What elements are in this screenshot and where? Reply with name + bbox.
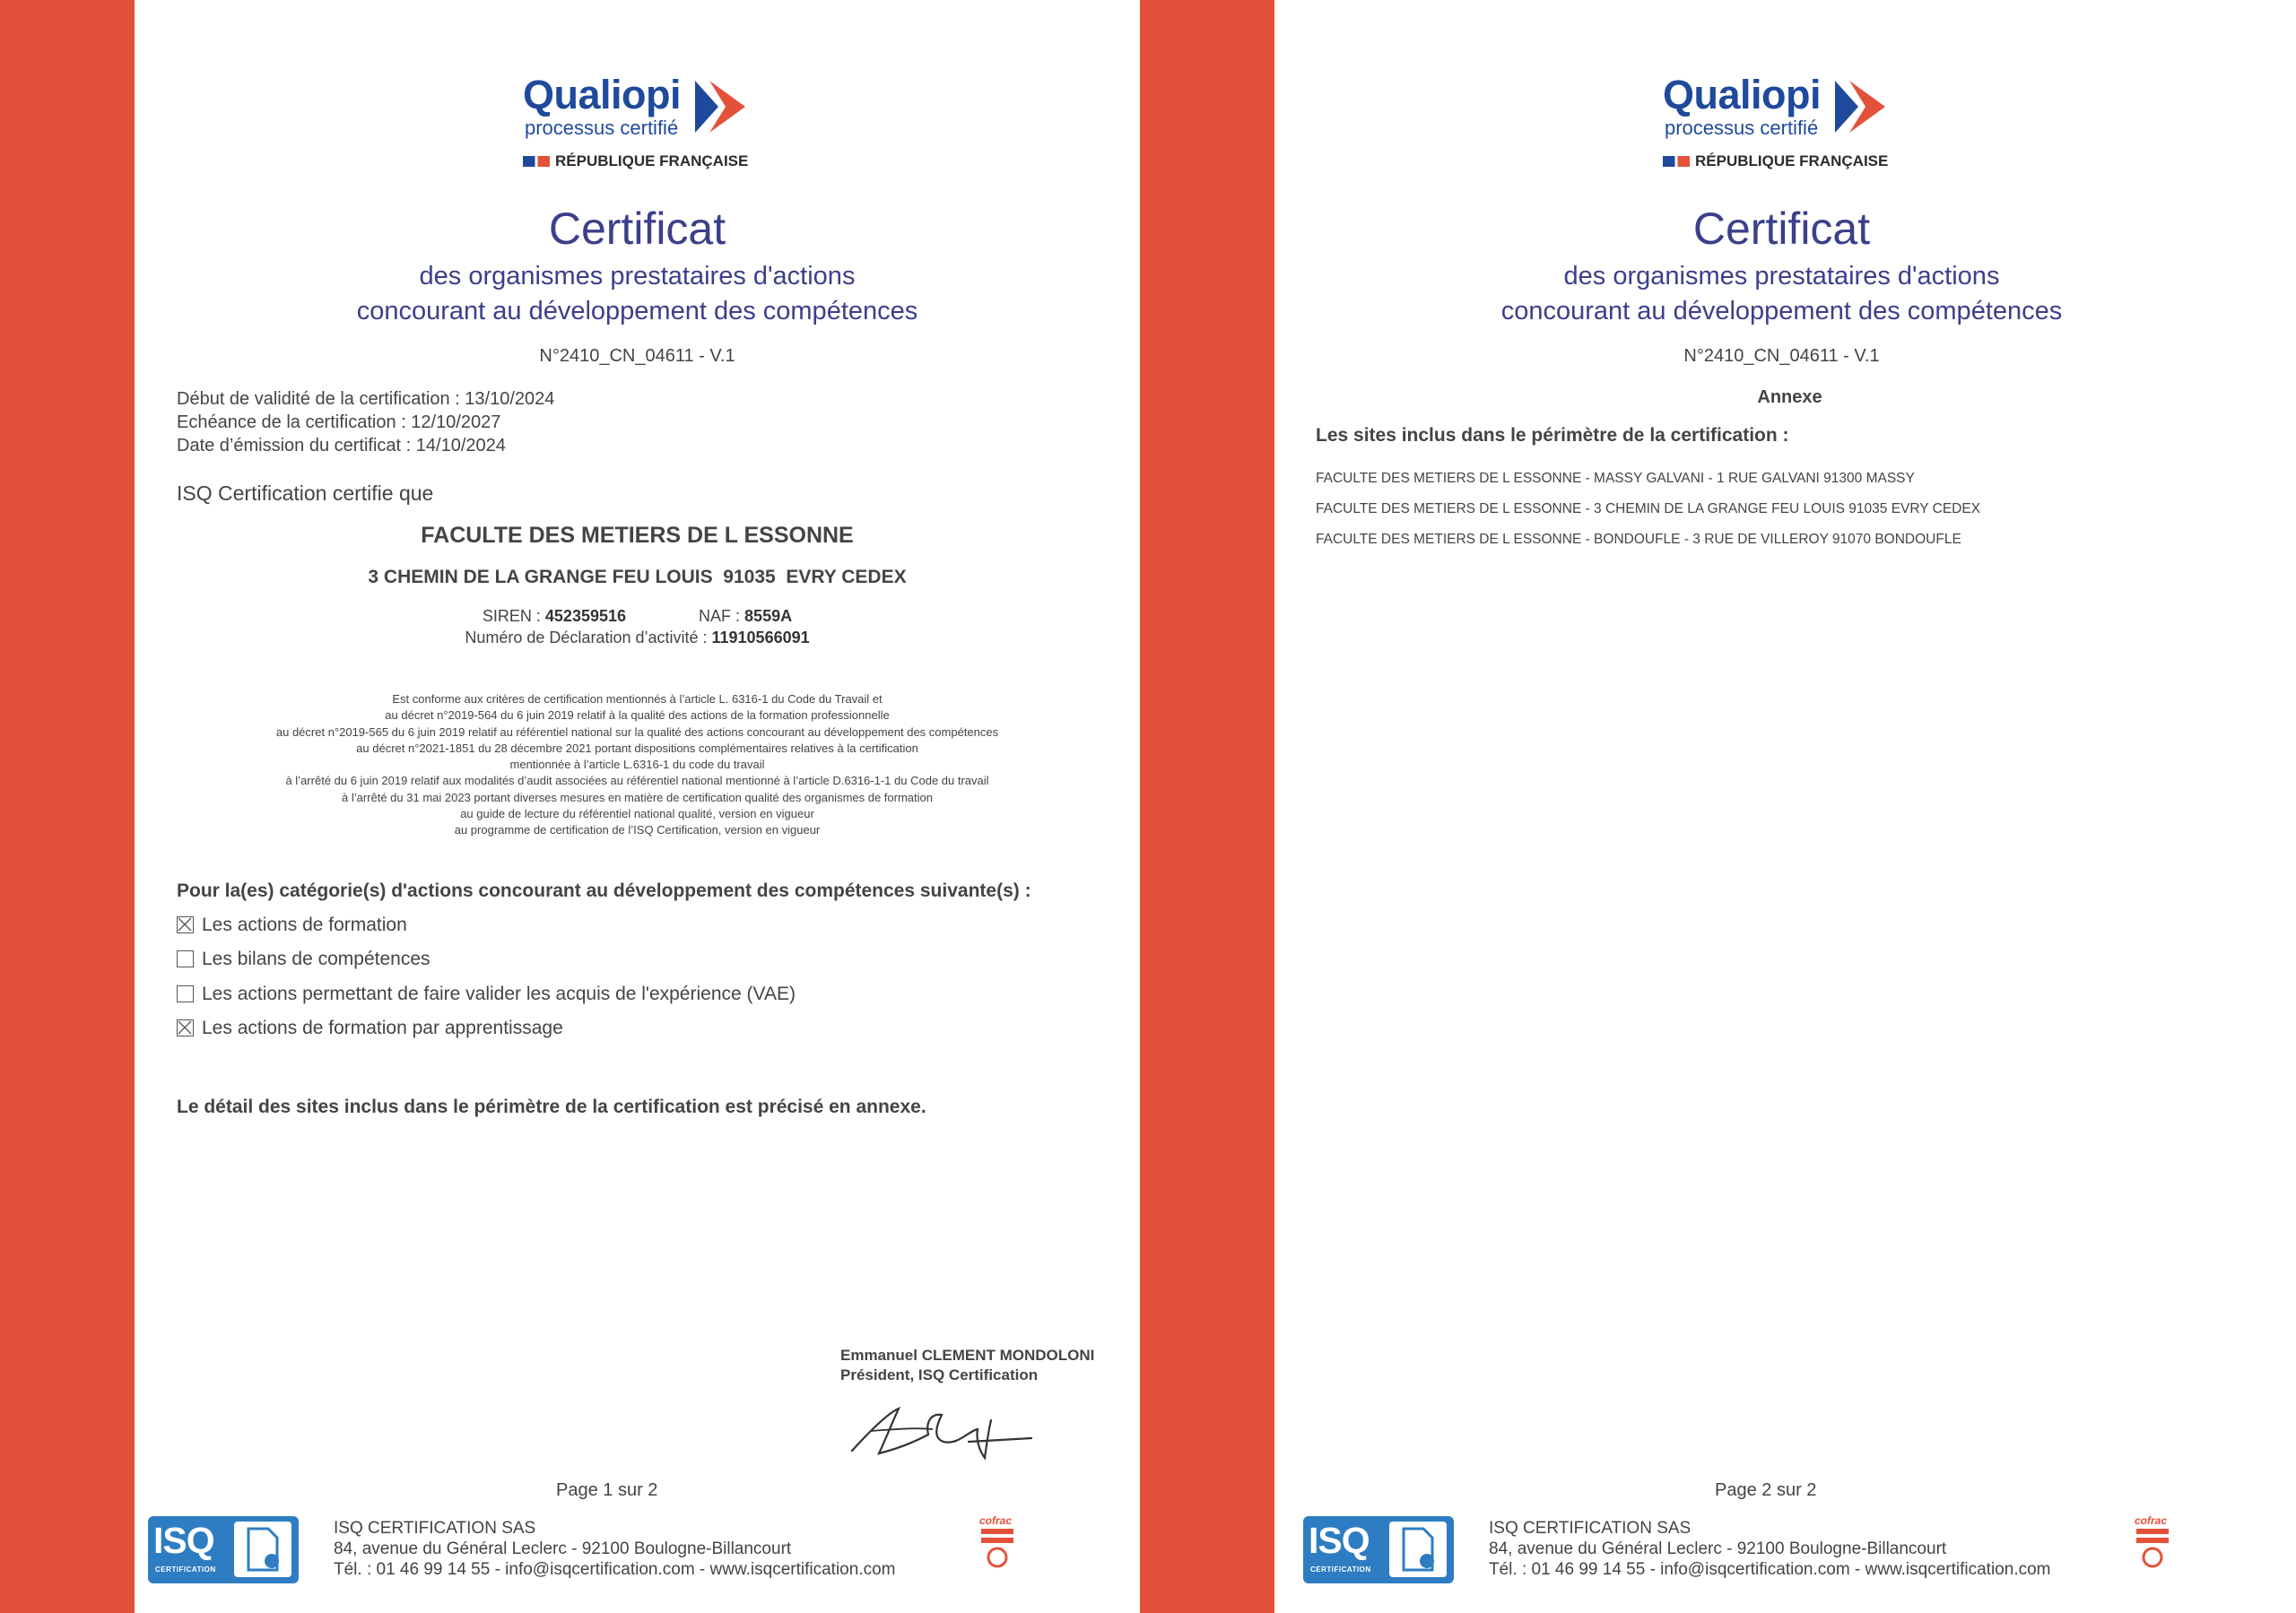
footer-contact — [334, 1518, 896, 1580]
legal-references — [135, 691, 1140, 839]
certificate-page-2 — [1274, 0, 2296, 1613]
left-red-band — [0, 0, 135, 1613]
page-number: Page 1 sur 2 — [556, 1480, 658, 1500]
certificate-number: N°2410_CN_04611 - V.1 — [539, 346, 735, 366]
signatory-title: Président, ISQ Certification — [840, 1366, 1039, 1383]
certificate-subtitle-1: des organismes prestataires d'actions — [419, 262, 856, 291]
legal-line: à l’arrêté du 6 juin 2019 relatif aux modalités d’audit associées au référentiel national mentionné à l’article D.6316-1-1 du Code du travail — [285, 774, 989, 788]
isq-logo: ISQ CERTIFICATION — [1303, 1516, 1454, 1583]
categories-title: Pour la(es) catégorie(s) d'actions concourant au développement des compétences suivante(s) : — [177, 880, 1031, 901]
page-number: Page 2 sur 2 — [1715, 1480, 1817, 1500]
certifies-statement: ISQ Certification certifie que — [177, 481, 434, 505]
qualiopi-logo — [1663, 72, 1932, 175]
qualiopi-arrow-icon — [691, 75, 754, 138]
checkbox-empty-icon — [177, 985, 194, 1002]
organisation-address: 3 CHEMIN DE LA GRANGE FEU LOUIS 91035 EVRY CEDEX — [368, 567, 907, 587]
footer-company: ISQ CERTIFICATION SAS — [1489, 1519, 1692, 1538]
sites-title: Les sites inclus dans le périmètre de la certification : — [1316, 425, 1789, 446]
siren-label: SIREN : — [482, 607, 545, 625]
category-label: Les bilans de compétences — [202, 949, 430, 969]
certificate-page-1 — [135, 0, 1140, 1613]
republique-francaise: RÉPUBLIQUE FRANÇAISE — [523, 152, 748, 170]
declaration-label: Numéro de Déclaration d’activité : — [465, 629, 712, 646]
republique-francaise: RÉPUBLIQUE FRANÇAISE — [1663, 152, 1888, 170]
cofrac-logo: cofrac — [2133, 1514, 2236, 1586]
qualiopi-arrow-icon — [1831, 75, 1894, 138]
signatory-block — [840, 1346, 1094, 1385]
naf-value: 8559A — [744, 607, 793, 625]
certificate-number: N°2410_CN_04611 - V.1 — [1683, 346, 1880, 366]
footer-company: ISQ CERTIFICATION SAS — [334, 1519, 536, 1538]
validity-end: Echéance de la certification : 12/10/2027 — [177, 412, 501, 432]
middle-red-band — [1140, 0, 1274, 1613]
legal-line: mentionnée à l’article L.6316-1 du code du travail — [509, 758, 765, 772]
certificate-title: Certificat — [548, 204, 726, 254]
siren-value: 452359516 — [544, 607, 627, 625]
site-item: FACULTE DES METIERS DE L ESSONNE - MASSY GALVANI - 1 RUE GALVANI 91300 MASSY — [1316, 471, 1915, 486]
annex-heading: Annexe — [1757, 387, 1822, 407]
cofrac-mark-icon — [979, 1527, 1015, 1572]
category-item — [177, 948, 430, 971]
category-item — [177, 1017, 563, 1040]
checkbox-empty-icon — [177, 950, 194, 967]
french-flag-icon — [523, 156, 550, 167]
annex-note: Le détail des sites inclus dans le périmètre de la certification est précisé en annexe. — [177, 1097, 926, 1117]
footer-phone-email-web: Tél. : 01 46 99 14 55 - info@isqcertification.com - www.isqcertification.com — [334, 1560, 896, 1579]
organisation-identifiers — [135, 605, 1140, 648]
legal-line: au décret n°2021-1851 du 28 décembre 2021 portant dispositions complémentaires relatives à la certification — [356, 741, 918, 755]
qualiopi-subtitle: processus certifié — [1665, 117, 1819, 139]
site-item: FACULTE DES METIERS DE L ESSONNE - BONDOUFLE - 3 RUE DE VILLEROY 91070 BONDOUFLE — [1316, 532, 1961, 547]
cofrac-logo: cofrac — [978, 1514, 1081, 1586]
checkbox-checked-icon — [177, 916, 194, 933]
footer-address: 84, avenue du Général Leclerc - 92100 Boulogne-Billancourt — [334, 1539, 792, 1558]
issue-date: Date d’émission du certificat : 14/10/2024 — [177, 436, 506, 455]
isq-logo: ISQ CERTIFICATION — [148, 1516, 299, 1583]
legal-line: au guide de lecture du référentiel national qualité, version en vigueur — [460, 807, 814, 821]
category-label: Les actions de formation par apprentissage — [202, 1018, 563, 1038]
footer-contact — [1489, 1518, 2051, 1580]
document-badge-icon — [1389, 1522, 1447, 1577]
french-flag-icon — [1663, 156, 1690, 167]
site-item: FACULTE DES METIERS DE L ESSONNE - 3 CHEMIN DE LA GRANGE FEU LOUIS 91035 EVRY CEDEX — [1316, 501, 1981, 516]
certificate-subtitle-2: concourant au développement des compétences — [356, 297, 918, 325]
legal-line: Est conforme aux critères de certification mentionnés à l’article L. 6316-1 du Code du Travail et — [392, 692, 883, 706]
validity-dates — [177, 387, 554, 457]
category-label: Les actions permettant de faire valider les acquis de l'expérience (VAE) — [202, 984, 796, 1004]
footer-address: 84, avenue du Général Leclerc - 92100 Boulogne-Billancourt — [1489, 1539, 1947, 1558]
category-item — [177, 983, 796, 1006]
legal-line: au programme de certification de l’ISQ Certification, version en vigueur — [454, 823, 821, 837]
qualiopi-wordmark: Qualiopi — [1663, 72, 1821, 117]
checkbox-checked-icon — [177, 1019, 194, 1036]
naf-label: NAF : — [699, 607, 745, 625]
qualiopi-wordmark: Qualiopi — [523, 72, 681, 117]
certificate-subtitle-1: des organismes prestataires d'actions — [1563, 262, 2000, 291]
legal-line: au décret n°2019-565 du 6 juin 2019 relatif au référentiel national sur la qualité des actions concourant au développement des compétences — [275, 724, 999, 739]
footer-phone-email-web: Tél. : 01 46 99 14 55 - info@isqcertification.com - www.isqcertification.com — [1489, 1560, 2051, 1579]
signatory-name: Emmanuel CLEMENT MONDOLONI — [840, 1347, 1095, 1364]
document-badge-icon — [234, 1522, 291, 1577]
handwritten-signature — [843, 1395, 1040, 1467]
declaration-value: 11910566091 — [711, 629, 810, 646]
category-label: Les actions de formation — [202, 915, 407, 935]
validity-start: Début de validité de la certification : 13/10/2024 — [177, 389, 555, 409]
certificate-title: Certificat — [1692, 204, 1871, 254]
cofrac-mark-icon — [2135, 1527, 2170, 1572]
legal-line: à l’arrêté du 31 mai 2023 portant diverses mesures en matière de certification qualité des organismes de formation — [341, 790, 933, 804]
qualiopi-subtitle: processus certifié — [525, 117, 679, 139]
qualiopi-logo — [523, 72, 792, 175]
category-item — [177, 914, 407, 937]
organisation-name: FACULTE DES METIERS DE L ESSONNE — [421, 523, 854, 548]
legal-line: au décret n°2019-564 du 6 juin 2019 relatif à la qualité des actions de la formation professionnelle — [385, 708, 890, 723]
certificate-subtitle-2: concourant au développement des compétences — [1500, 297, 2063, 325]
